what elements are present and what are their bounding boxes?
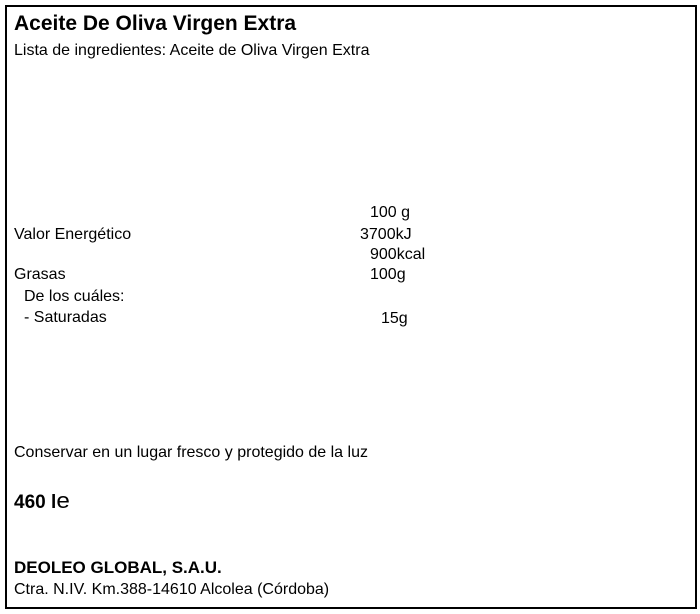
company-name: DEOLEO GLOBAL, S.A.U. [14, 558, 222, 577]
nutrition-per-label: 100 g [370, 204, 411, 221]
nutrition-row-label: De los cuáles: [24, 288, 125, 305]
nutrition-row-value: 100g [370, 266, 406, 283]
nutrition-row-label: Valor Energético [14, 226, 132, 243]
ingredients-list: Lista de ingredientes: Aceite de Oliva Virgen Extra [14, 42, 370, 59]
net-volume [14, 490, 70, 512]
nutrition-row-label: - Saturadas [24, 309, 107, 326]
company-address: Ctra. N.IV. Km.388-14610 Alcolea (Córdoba) [14, 581, 330, 598]
nutrition-row-label: Grasas [14, 266, 66, 283]
estimated-e-mark: e [56, 488, 71, 513]
nutrition-row-value: 3700kJ [360, 226, 412, 243]
storage-instructions: Conservar en un lugar fresco y protegido de la luz [14, 444, 368, 461]
label-frame [5, 5, 697, 609]
nutrition-row-value: 15g [381, 310, 408, 327]
volume-amount: 460 l [14, 492, 57, 513]
nutrition-row-value: 900kcal [370, 246, 426, 263]
product-title: Aceite De Oliva Virgen Extra [14, 12, 297, 35]
